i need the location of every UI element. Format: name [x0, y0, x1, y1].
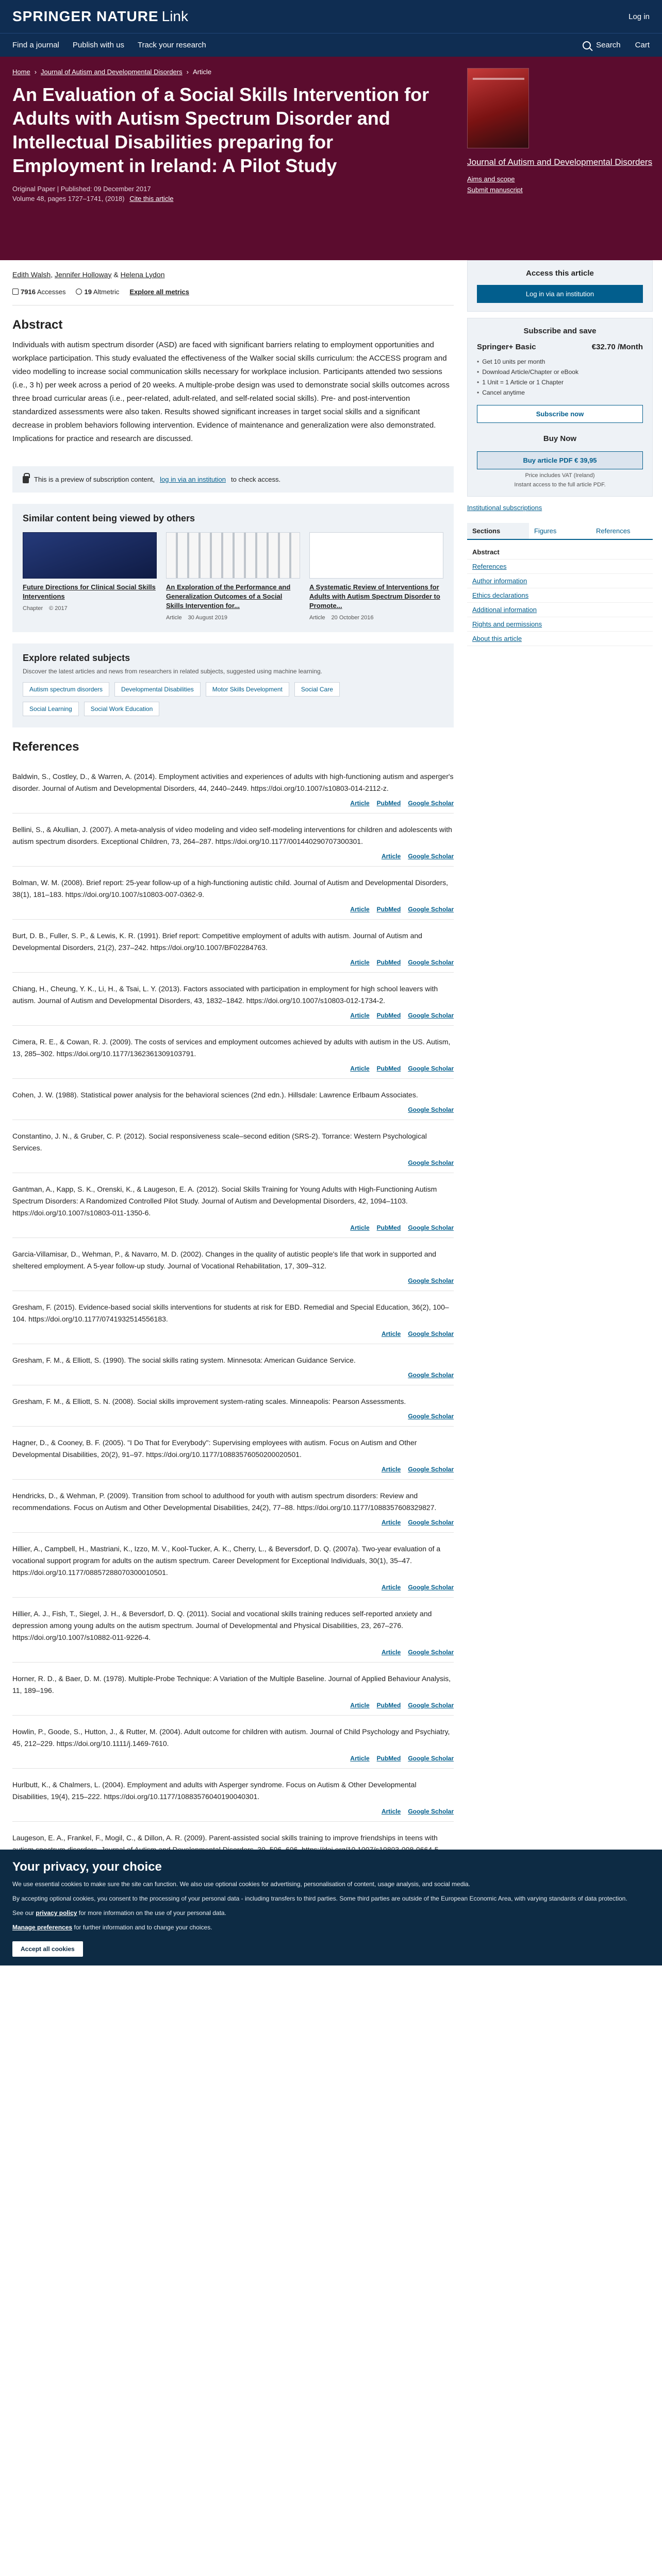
- card-type: Article: [166, 615, 182, 621]
- search-link[interactable]: Search: [596, 41, 621, 49]
- reference-text: Cimera, R. E., & Cowan, R. J. (2009). The costs of services and employment outcomes achieved by adults with autism in the US. Autism, 13, 285–302. https://doi.org/10.1177/1362361309103791.: [12, 1038, 451, 1058]
- reference-item: [12, 1120, 454, 1173]
- explore-subjects: [12, 643, 454, 727]
- reference-text: Hillier, A. J., Fish, T., Siegel, J. H., & Beversdorf, D. Q. (2011). Social and vocational skills training reduces self-reported anxiety and depression among young adults on the autism spectrum. Journal of Developmental and Physical Disabilities, 23, 267–276. https://doi.org/10.1007/s10882-011-9226-4.: [12, 1609, 432, 1641]
- ref-scholar-link[interactable]: Google Scholar: [408, 1106, 454, 1113]
- ref-pubmed-link[interactable]: PubMed: [376, 959, 401, 966]
- brand-logo[interactable]: [12, 8, 188, 25]
- access-box: [467, 260, 653, 312]
- chevron-right-icon: ›: [186, 68, 189, 76]
- price-note-2: Instant access to the full article PDF.: [514, 482, 606, 488]
- brand-main: SPRINGER NATURE: [12, 8, 159, 24]
- plan-price: €32.70 /Month: [591, 343, 643, 351]
- reference-text: Chiang, H., Cheung, Y. K., Li, H., & Tsai, L. Y. (2013). Factors associated with participation in employment for high school leavers with autism. Journal of Autism and Developmental Disorders, 43, 1832–1842. https://doi.org/10.1007/s10803-012-1734-2.: [12, 985, 438, 1005]
- reference-links: [12, 1584, 454, 1591]
- article-hero: [0, 57, 662, 260]
- card-thumbnail: [166, 532, 300, 579]
- reference-item: [12, 1026, 454, 1079]
- reference-text: Baldwin, S., Costley, D., & Warren, A. (2014). Employment activities and experiences of adults with high-functioning autism and asperger's disorder. Journal of Autism and Developmental Disorders, 44, 2440–2449. https://doi.org/10.1007/s10803-014-2112-z.: [12, 772, 454, 792]
- ref-article-link[interactable]: Article: [381, 1519, 401, 1526]
- price-note: Price includes VAT (Ireland): [525, 472, 595, 479]
- ref-article-link[interactable]: Article: [381, 1584, 401, 1591]
- cookie-text-1: We use essential cookies to make sure the site can function. We also use optional cookies for advertising, personalisation of content, usage analysis, and social media.: [12, 1880, 471, 1888]
- ref-article-link[interactable]: Article: [350, 800, 370, 807]
- reference-links: [12, 1159, 454, 1166]
- subscribe-box: [467, 318, 653, 497]
- reference-item: [12, 1769, 454, 1822]
- subscribe-button[interactable]: Subscribe now: [477, 405, 643, 423]
- ref-article-link[interactable]: Article: [350, 1224, 370, 1231]
- ref-article-link[interactable]: Article: [350, 1702, 370, 1709]
- ref-article-link[interactable]: Article: [381, 1466, 401, 1473]
- abstract-text: Individuals with autism spectrum disorder (ASD) are faced with significant barriers relating to employment opportunities and workplace participation. This study evaluated the effectiveness of the Walker social skills curriculum: the ACCESS program and video modelling to increase social communication skills necessary for workplace inclusion. Participants attended two sessions (i.e., 3 h) per week across a period of 20 weeks. A multiple-probe design was used to demonstrate social skills outcomes across three broad curricular areas (i.e., peer-related, adult-related, and self-related social skills). Pre- and post-intervention standardized assessments were also taken. Results showed significant increases in target social skills and a significant decrease in problem behaviors following intervention. Evidence of maintenance and generalization were also demonstrated. Implications for practice and research are discussed.: [12, 341, 450, 443]
- references-heading: References: [12, 740, 79, 754]
- ref-scholar-link[interactable]: Google Scholar: [408, 906, 454, 913]
- cookie-text-2: By accepting optional cookies, you consent to the processing of your personal data - including transfers to third parties. Some third parties are outside of the European Economic Area, with varying standards of data protection.: [12, 1895, 627, 1902]
- ref-scholar-link[interactable]: Google Scholar: [408, 1224, 454, 1231]
- reference-item: [12, 1427, 454, 1480]
- altmetric-icon: [76, 289, 82, 295]
- table-of-contents: [467, 545, 653, 646]
- privacy-policy-link[interactable]: privacy policy: [36, 1909, 77, 1917]
- sub-navigation: [0, 33, 662, 57]
- ref-scholar-link[interactable]: Google Scholar: [408, 1702, 454, 1709]
- reference-item: [12, 1173, 454, 1238]
- reference-text: Gresham, F. (2015). Evidence-based social skills interventions for students at risk for EBD. Remedial and Special Education, 36(2), 100–104. https://doi.org/10.1177/0741932514556183.: [12, 1303, 449, 1323]
- reference-links: [12, 1466, 454, 1473]
- reference-list: [12, 760, 454, 1875]
- plan-feature: • Get 10 units per month: [477, 357, 643, 367]
- preview-text: This is a preview of subscription content,: [34, 476, 155, 483]
- ref-article-link[interactable]: Article: [381, 1330, 401, 1337]
- subject-tag[interactable]: Autism spectrum disorders: [23, 682, 109, 697]
- toc-item-additional-info[interactable]: Additional information: [467, 603, 653, 617]
- tab-references[interactable]: References: [596, 527, 631, 535]
- explore-heading: Explore related subjects: [23, 653, 130, 663]
- institutional-subscriptions-link[interactable]: Institutional subscriptions: [467, 504, 542, 512]
- reference-item: [12, 1533, 454, 1598]
- reference-links: [12, 1277, 454, 1284]
- preview-tail: to check access.: [231, 476, 281, 483]
- abstract-heading: Abstract: [12, 318, 63, 332]
- ref-scholar-link[interactable]: Google Scholar: [408, 1012, 454, 1019]
- subscribe-heading: Subscribe and save: [523, 327, 597, 335]
- reference-links: [12, 1519, 454, 1526]
- reference-links: [12, 800, 454, 807]
- reference-text: Cohen, J. W. (1988). Statistical power analysis for the behavioral sciences (2nd edn.). Hillsdale: Lawrence Erlbaum Associates.: [12, 1091, 418, 1099]
- reference-links: [12, 959, 454, 966]
- reference-links: [12, 1413, 454, 1420]
- references-section: [12, 740, 454, 1875]
- card-type: Article: [309, 615, 325, 621]
- toc-item-abstract[interactable]: Abstract: [467, 545, 653, 560]
- ref-article-link[interactable]: Article: [350, 1755, 370, 1762]
- similar-heading: Similar content being viewed by others: [23, 513, 195, 523]
- plan-row: [477, 343, 643, 351]
- ref-scholar-link[interactable]: Google Scholar: [408, 1371, 454, 1379]
- ref-scholar-link[interactable]: Google Scholar: [408, 853, 454, 860]
- ref-article-link[interactable]: Article: [350, 959, 370, 966]
- ref-pubmed-link[interactable]: PubMed: [376, 800, 401, 807]
- similar-card[interactable]: [23, 532, 157, 621]
- reference-text: Howlin, P., Goode, S., Hutton, J., & Rutter, M. (2004). Adult outcome for children with autism. Journal of Child Psychology and Psychiatry, 45, 212–229. https://doi.org/10.1111/j.1469-7610.: [12, 1727, 450, 1748]
- journal-cover-image[interactable]: [467, 68, 529, 148]
- reference-item: [12, 1291, 454, 1344]
- similar-content: [12, 504, 454, 632]
- brand-sub: Link: [161, 8, 188, 24]
- reference-item: [12, 1480, 454, 1533]
- toc-item-ethics[interactable]: Ethics declarations: [467, 588, 653, 603]
- reference-item: [12, 1385, 454, 1427]
- reference-links: [12, 1808, 454, 1815]
- ref-scholar-link[interactable]: Google Scholar: [408, 959, 454, 966]
- cart-link[interactable]: Cart: [635, 41, 650, 49]
- ref-pubmed-link[interactable]: PubMed: [376, 1755, 401, 1762]
- reference-item: [12, 1663, 454, 1716]
- card-thumbnail: [23, 532, 157, 579]
- reference-item: [12, 1716, 454, 1769]
- main-content: [0, 260, 454, 1875]
- reference-text: Gresham, F. M., & Elliott, S. (1990). The social skills rating system. Minnesota: American Guidance Service.: [12, 1356, 356, 1364]
- author-list: Edith Walsh, Jennifer Holloway & Helena Lydon: [12, 270, 165, 279]
- reference-links: [12, 1106, 454, 1113]
- reference-text: Laugeson, E. A., Frankel, F., Mogil, C., & Dillon, A. R. (2009). Parent-assisted social skills training to improve friendships in teens with: [12, 1834, 438, 1842]
- tab-figures[interactable]: Figures: [534, 527, 557, 535]
- sidebar: [467, 260, 653, 646]
- reference-links: [12, 1330, 454, 1337]
- article-metrics: [12, 284, 454, 306]
- chart-icon: [12, 289, 19, 295]
- plan-features: [477, 357, 643, 398]
- ref-article-link[interactable]: Article: [381, 1649, 401, 1656]
- altmetric-metric: 19 Altmetric: [76, 288, 119, 296]
- reference-text: Gresham, F. M., & Elliott, S. N. (2008). Social skills improvement system-rating scales. Minneapolis: Pearson Assessments.: [12, 1397, 406, 1405]
- card-date: 30 August 2019: [188, 615, 228, 621]
- ref-article-link[interactable]: Article: [350, 1012, 370, 1019]
- nav-find-journal[interactable]: Find a journal: [12, 41, 59, 49]
- sidebar-tabs: [467, 523, 653, 540]
- cite-link[interactable]: Cite this article: [129, 195, 174, 202]
- ref-article-link[interactable]: Article: [350, 906, 370, 913]
- reference-item: [12, 920, 454, 973]
- author-link[interactable]: Helena Lydon: [120, 270, 165, 279]
- ref-article-link[interactable]: Article: [381, 1808, 401, 1815]
- similar-card[interactable]: [309, 532, 443, 621]
- subscription-preview-notice: [12, 466, 454, 493]
- card-title[interactable]: A Systematic Review of Interventions for Adults with Autism Spectrum Disorder to Promote...: [309, 583, 440, 609]
- article-meta: Original Paper | Published: 09 December 2017: [12, 185, 151, 193]
- ref-scholar-link[interactable]: Google Scholar: [408, 1065, 454, 1072]
- ref-pubmed-link[interactable]: PubMed: [376, 1065, 401, 1072]
- ref-scholar-link[interactable]: Google Scholar: [408, 1330, 454, 1337]
- reference-text: Gantman, A., Kapp, S. K., Orenski, K., & Laugeson, E. A. (2012). Social Skills Training for Young Adults with High-Functioning Autism Spectrum Disorders: A Randomized Controlled Pilot Study. Journal of Autism and Developmental Disorders, 42, 1094–1103. https://doi.org/10.1007/s10803-011-1350-6.: [12, 1185, 437, 1217]
- reference-links: [12, 1224, 454, 1231]
- toc-item-rights[interactable]: Rights and permissions: [467, 617, 653, 632]
- ref-scholar-link[interactable]: Google Scholar: [408, 1808, 454, 1815]
- card-title[interactable]: An Exploration of the Performance and Generalization Outcomes of a Social Skills Intervention for...: [166, 583, 291, 609]
- reference-text: Hendricks, D., & Wehman, P. (2009). Transition from school to adulthood for youth with autism spectrum disorders: Review and recommendations. Focus on Autism and Other Developmental Disabilities, 24(2), 77–88. https://doi.org/10.1177/1088357608329827.: [12, 1492, 437, 1512]
- reference-item: [12, 1598, 454, 1663]
- breadcrumb-article: Article: [192, 68, 212, 76]
- ref-pubmed-link[interactable]: PubMed: [376, 906, 401, 913]
- chevron-right-icon: ›: [34, 68, 37, 76]
- plan-feature: • Download Article/Chapter or eBook: [477, 367, 643, 377]
- accesses-metric: 7916 Accesses: [12, 288, 65, 296]
- reference-links: [12, 1371, 454, 1379]
- reference-links: [12, 1649, 454, 1656]
- subject-tag[interactable]: Developmental Disabilities: [114, 682, 201, 697]
- access-heading: Access this article: [526, 269, 594, 278]
- institution-login-link[interactable]: log in via an institution: [160, 476, 226, 483]
- plan-feature: • Cancel anytime: [477, 387, 643, 398]
- reference-item: [12, 814, 454, 867]
- cookie-banner: [0, 1850, 662, 1965]
- ref-scholar-link[interactable]: Google Scholar: [408, 1159, 454, 1166]
- subject-tag[interactable]: Social Learning: [23, 702, 79, 716]
- lock-icon: [23, 476, 29, 483]
- reference-text: Garcia-Villamisar, D., Wehman, P., & Navarro, M. D. (2002). Changes in the quality of autistic people's life that work in supported and sheltered employment. A 5-year follow-up study. Journal of Vocational Rehabilitation, 17, 309–312.: [12, 1250, 437, 1270]
- cookie-text-4: Manage preferences for further information and to change your choices.: [12, 1924, 212, 1931]
- similar-card[interactable]: [166, 532, 300, 621]
- ref-article-link[interactable]: Article: [350, 1065, 370, 1072]
- buy-pdf-button[interactable]: Buy article PDF € 39,95: [477, 451, 643, 469]
- reference-text: Constantino, J. N., & Gruber, C. P. (2012). Social responsiveness scale–second edition (SRS-2). Torrance: Western Psychological Services.: [12, 1132, 427, 1152]
- card-date: © 2017: [49, 605, 68, 612]
- article-volume: [12, 195, 650, 202]
- reference-text: Bolman, W. M. (2008). Brief report: 25-year follow-up of a high-functioning autistic child. Journal of Autism and Developmental Disorders, 38(1), 181–183. https://doi.org/10.1007/s10803-007-0362-9.: [12, 878, 449, 899]
- explore-subtext: Discover the latest articles and news from researchers in related subjects, suggested using machine learning.: [23, 668, 322, 675]
- breadcrumb-journal[interactable]: Journal of Autism and Developmental Disorders: [41, 68, 183, 76]
- abstract-section: [12, 318, 454, 446]
- login-link[interactable]: Log in: [628, 12, 650, 21]
- institution-login-button[interactable]: Log in via an institution: [477, 285, 643, 303]
- ref-pubmed-link[interactable]: PubMed: [376, 1702, 401, 1709]
- breadcrumb-home[interactable]: Home: [12, 68, 30, 76]
- reference-links: [12, 853, 454, 860]
- card-thumbnail: [309, 532, 443, 579]
- ref-scholar-link[interactable]: Google Scholar: [408, 1755, 454, 1762]
- journal-panel: [467, 68, 653, 194]
- subject-tag[interactable]: Social Work Education: [84, 702, 160, 716]
- reference-text: Horner, R. D., & Baer, D. M. (1978). Multiple-Probe Technique: A Variation of the Multiple Baseline. Journal of Applied Behaviour Analysis, 11, 189–196.: [12, 1674, 451, 1694]
- card-date: 20 October 2016: [331, 615, 374, 621]
- author-link[interactable]: Edith Walsh: [12, 270, 51, 279]
- nav-publish[interactable]: Publish with us: [72, 41, 124, 49]
- plan-name: Springer+ Basic: [477, 343, 536, 351]
- plan-feature: • 1 Unit = 1 Article or 1 Chapter: [477, 377, 643, 387]
- ref-scholar-link[interactable]: Google Scholar: [408, 1413, 454, 1420]
- reference-text: Hillier, A., Campbell, H., Mastriani, K., Izzo, M. V., Kool-Tucker, A. K., Cherry, L., & Beversdorf, D. Q. (2007a). Two-year evaluation of a vocational support program for adults on the autism spectrum. Career Development for Exceptional Individuals, 30(1), 35–47. https://doi.org/10.1177/08857288070300010501.: [12, 1545, 441, 1577]
- nav-track-research[interactable]: Track your research: [137, 41, 206, 49]
- reference-text: Hagner, D., & Cooney, B. F. (2005). "I Do That for Everybody": Supervising employees with autism. Focus on Autism and Other Developmental Disabilities, 20(2), 91–97. https://doi.org/10.1177/10883576050200020501.: [12, 1438, 417, 1459]
- buy-heading: Buy Now: [543, 434, 577, 443]
- reference-links: [12, 1065, 454, 1072]
- submit-manuscript-link[interactable]: Submit manuscript: [467, 186, 523, 194]
- ref-scholar-link[interactable]: Google Scholar: [408, 1277, 454, 1284]
- reference-text: Bellini, S., & Akullian, J. (2007). A meta-analysis of video modeling and video self-modeling interventions for children and adolescents with autism spectrum disorders. Exceptional Children, 73, 264–287. https://doi.org/10.1177/001440290707300301.: [12, 825, 452, 845]
- reference-item: [12, 867, 454, 920]
- reference-item: [12, 973, 454, 1026]
- volume-text: Volume 48, pages 1727–1741, (2018): [12, 195, 125, 202]
- author-link[interactable]: Jennifer Holloway: [54, 270, 112, 279]
- subject-tag[interactable]: Motor Skills Development: [206, 682, 289, 697]
- reference-links: [12, 1702, 454, 1709]
- article-title: An Evaluation of a Social Skills Intervention for Adults with Autism Spectrum Disorder and Intellectual Disabilities preparing for Employment in Ireland: A Pilot Study: [12, 84, 429, 176]
- ref-pubmed-link[interactable]: PubMed: [376, 1224, 401, 1231]
- ref-scholar-link[interactable]: Google Scholar: [408, 1466, 454, 1473]
- toc-item-author-info[interactable]: Author information: [467, 574, 653, 588]
- ref-article-link[interactable]: Article: [381, 853, 401, 860]
- tab-sections[interactable]: Sections: [467, 523, 529, 539]
- top-header: [0, 0, 662, 33]
- aims-scope-link[interactable]: Aims and scope: [467, 175, 515, 183]
- reference-text: Burt, D. B., Fuller, S. P., & Lewis, K. R. (1991). Brief report: Competitive employment of adults with autism. Journal of Autism and Developmental Disorders, 21(2), 237–242. https://doi.org/10.1007/BF02284763.: [12, 931, 422, 952]
- toc-item-references[interactable]: References: [467, 560, 653, 574]
- reference-item: [12, 1238, 454, 1291]
- accept-cookies-button[interactable]: Accept all cookies: [12, 1941, 83, 1957]
- reference-item: [12, 1079, 454, 1120]
- reference-item: [12, 1344, 454, 1385]
- reference-links: [12, 1012, 454, 1019]
- ref-scholar-link[interactable]: Google Scholar: [408, 1584, 454, 1591]
- ref-scholar-link[interactable]: Google Scholar: [408, 1519, 454, 1526]
- reference-item: [12, 760, 454, 814]
- explore-metrics-link[interactable]: Explore all metrics: [129, 288, 190, 296]
- search-icon[interactable]: [583, 41, 591, 49]
- ref-scholar-link[interactable]: Google Scholar: [408, 1649, 454, 1656]
- ref-pubmed-link[interactable]: PubMed: [376, 1012, 401, 1019]
- ref-scholar-link[interactable]: Google Scholar: [408, 800, 454, 807]
- card-type: Chapter: [23, 605, 43, 612]
- reference-links: [12, 906, 454, 913]
- card-title[interactable]: Future Directions for Clinical Social Skills Interventions: [23, 583, 156, 600]
- subject-tag[interactable]: Social Care: [294, 682, 340, 697]
- reference-text: Hurlbutt, K., & Chalmers, L. (2004). Employment and adults with Asperger syndrome. Focus on Autism & Other Developmental Disabilities, 19(4), 215–222. https://doi.org/10.1177/10883576040190040301.: [12, 1781, 417, 1801]
- journal-title-link[interactable]: Journal of Autism and Developmental Disorders: [467, 157, 653, 167]
- toc-item-about[interactable]: About this article: [467, 632, 653, 646]
- cookie-heading: Your privacy, your choice: [12, 1860, 162, 1874]
- cookie-text-3: See our privacy policy for more information on the use of your personal data.: [12, 1909, 226, 1917]
- manage-preferences-link[interactable]: Manage preferences: [12, 1924, 73, 1931]
- reference-links: [12, 1755, 454, 1762]
